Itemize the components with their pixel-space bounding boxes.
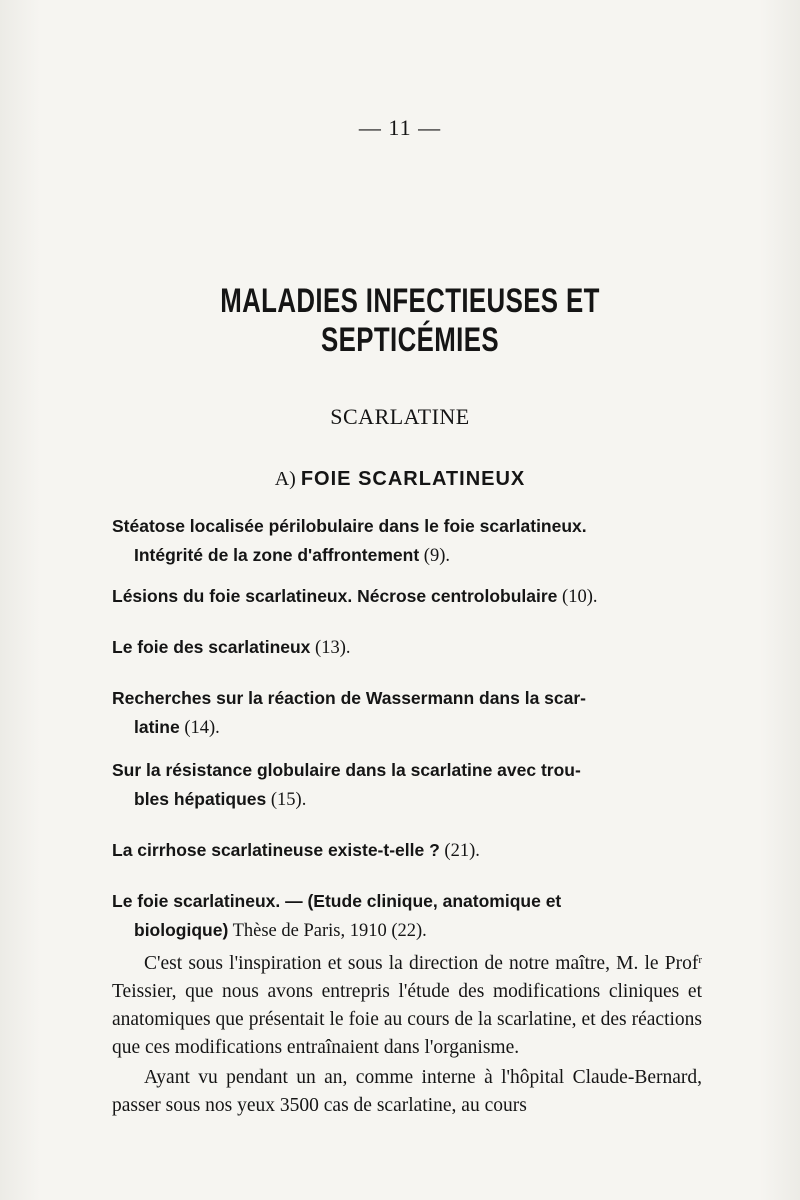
subsection-heading (0, 468, 800, 491)
publication-entry: Lésions du foie scarlatineux. Nécrose centrolobulaire (10). (112, 586, 598, 607)
publication-entry: Le foie des scarlatineux (13). (112, 637, 351, 658)
publication-entry: Recherches sur la réaction de Wassermann dans la scar- latine (14). (112, 688, 587, 738)
publication-list (112, 512, 702, 945)
body-text (112, 946, 702, 1120)
main-title: MALADIES INFECTIEUSES ET SEPTICÉMIES (220, 282, 600, 359)
section-title: SCARLATINE (330, 404, 470, 429)
paragraph: Ayant vu pendant un an, comme interne à l'hôpital Claude-Bernard, passer sous nos yeux 3500 cas de scarlatine, au cours (112, 1067, 702, 1116)
subsection-title: FOIE SCARLATINEUX (300, 468, 526, 490)
subsection-letter: A) (274, 468, 296, 490)
publication-entry: Le foie scarlatineux. — (Etude clinique, anatomique et biologique) Thèse de Paris, 1910 (22). (112, 891, 562, 941)
page-number: — 11 — (358, 115, 442, 140)
paragraph: C'est sous l'inspiration et sous la direction de notre maître, M. le Prof$^r$ Teissier, que nous avons entrepris l'étude des modifications cliniques et anatomiques que présentait le foie au cours de la scarlatine, et des réactions que ces modifications entraînaient dans l'organisme. (112, 953, 702, 1058)
publication-entry: Sur la résistance globulaire dans la scarlatine avec trou- bles hépatiques (15). (112, 760, 581, 810)
publication-entry: Stéatose localisée périlobulaire dans le foie scarlatineux. Intégrité de la zone d'affrontement (9). (112, 516, 587, 566)
publication-entry: La cirrhose scarlatineuse existe-t-elle ? (21). (112, 840, 480, 861)
